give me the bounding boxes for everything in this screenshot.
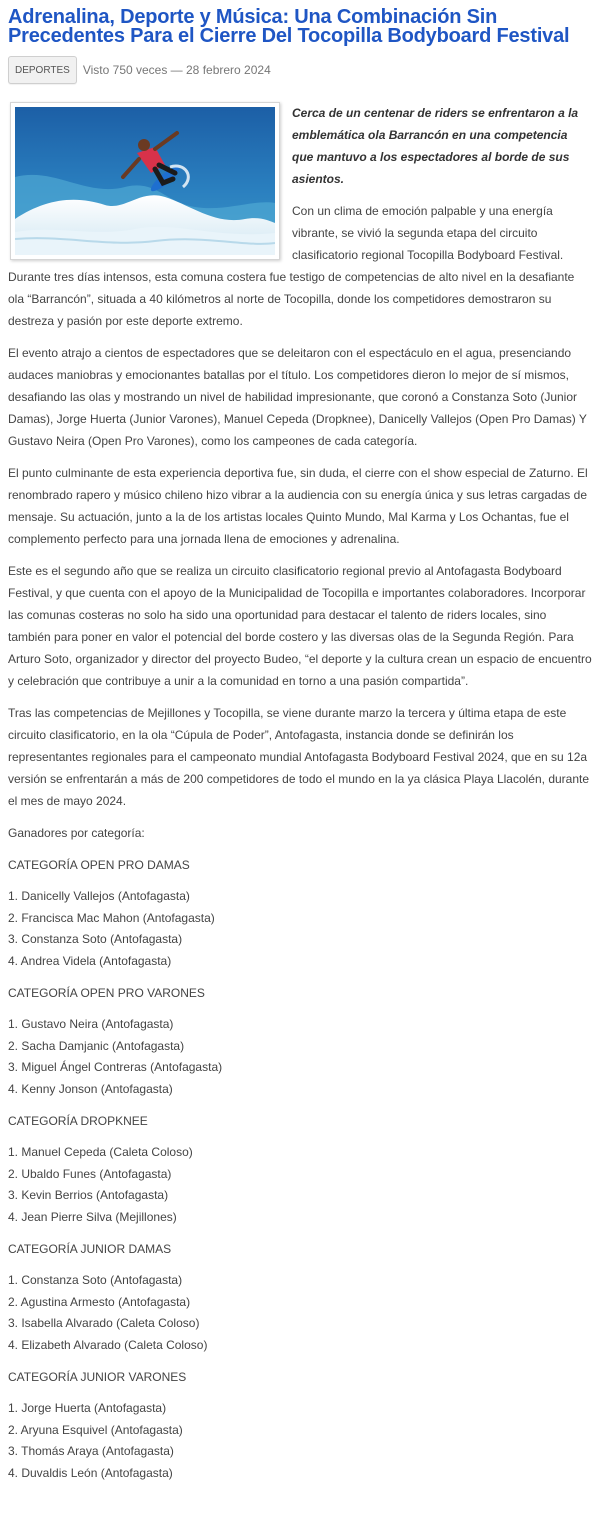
list-item: 2. Sacha Damjanic (Antofagasta) [8, 1038, 185, 1053]
article-lead: Cerca de un centenar de riders se enfrentaron a la emblemática ola Barrancón en una competencia que mantuvo a los espectadores al borde de sus asientos. [292, 106, 579, 186]
list-item: 4. Kenny Jonson (Antofagasta) [8, 1081, 173, 1096]
article-paragraph-3: El punto culminante de esta experiencia deportiva fue, sin duda, el cierre con el show especial de Zaturno. El renombrado rapero y músico chileno hizo vibrar a la audiencia con su energía única y sus letras cargadas de mensaje. Su actuación, junto a la de los artistas locales Quinto Mundo, Mal Karma y Los Ochantas, fue el complemento perfecto para una jornada llena de emociones y adrenalina. [8, 466, 588, 546]
winners-list [8, 1014, 592, 1100]
list-item: 3. Miguel Ángel Contreras (Antofagasta) [8, 1060, 223, 1074]
list-item: 3. Isabella Alvarado (Caleta Coloso) [8, 1316, 200, 1330]
winners-heading: Ganadores por categoría: [8, 826, 145, 840]
list-item: 3. Kevin Berrios (Antofagasta) [8, 1188, 169, 1202]
list-item: 2. Aryuna Esquivel (Antofagasta) [8, 1422, 183, 1437]
list-item: 4. Duvaldis León (Antofagasta) [8, 1465, 173, 1480]
category-tag[interactable]: DEPORTES [8, 56, 77, 84]
category-heading: CATEGORÍA OPEN PRO DAMAS [8, 858, 190, 872]
article-paragraph-1: Con un clima de emoción palpable y una energía vibrante, se vivió la segunda etapa del circuito clasificatorio regional Tocopilla Bodyboard Festival. Durante tres días intensos, esta comuna costera fue testigo de competencias de alto nivel en la desafiante ola “Barrancón”, situada a 40 kilómetros al norte de Tocopilla, donde los competidores demostraron su destreza y pasión por este deporte extremo. [8, 204, 575, 328]
category-heading: CATEGORÍA JUNIOR DAMAS [8, 1242, 172, 1256]
article-body [8, 102, 592, 1484]
winners-list [8, 886, 592, 972]
surfer-photo-icon [15, 107, 275, 255]
category-heading: CATEGORÍA DROPKNEE [8, 1114, 148, 1128]
view-count-date: Visto 750 veces — 28 febrero 2024 [82, 63, 271, 77]
list-item: 2. Francisca Mac Mahon (Antofagasta) [8, 910, 215, 925]
list-item: 1. Manuel Cepeda (Caleta Coloso) [8, 1145, 193, 1159]
article-title: Adrenalina, Deporte y Música: Una Combinación Sin Precedentes Para el Cierre Del Tocopilla Bodyboard Festival [8, 6, 570, 47]
article-image[interactable] [10, 102, 280, 260]
list-item: 4. Jean Pierre Silva (Mejillones) [8, 1209, 177, 1224]
list-item: 1. Danicelly Vallejos (Antofagasta) [8, 889, 190, 903]
list-item: 3. Constanza Soto (Antofagasta) [8, 932, 183, 946]
category-heading: CATEGORÍA JUNIOR VARONES [8, 1370, 187, 1384]
article-paragraph-2: El evento atrajo a cientos de espectadores que se deleitaron con el espectáculo en el agua, presenciando audaces maniobras y emocionantes batallas por el título. Los competidores dieron lo mejor de sí mismos, desafiando las olas y mostrando un nivel de habilidad impresionante, que coronó a Constanza Soto (Junior Damas), Jorge Huerta (Junior Varones), Manuel Cepeda (Dropknee), Danicelly Vallejos (Open Pro Damas) Y Gustavo Neira (Open Pro Varones), como los campeones de cada categoría. [8, 346, 587, 448]
list-item: 4. Elizabeth Alvarado (Caleta Coloso) [8, 1337, 208, 1352]
list-item: 2. Ubaldo Funes (Antofagasta) [8, 1166, 172, 1181]
list-item: 4. Andrea Videla (Antofagasta) [8, 953, 172, 968]
article-meta [8, 56, 592, 84]
list-item: 1. Gustavo Neira (Antofagasta) [8, 1017, 174, 1031]
list-item: 3. Thomás Araya (Antofagasta) [8, 1444, 174, 1458]
category-heading: CATEGORÍA OPEN PRO VARONES [8, 986, 205, 1000]
list-item: 2. Agustina Armesto (Antofagasta) [8, 1294, 191, 1309]
winners-list [8, 1142, 592, 1228]
article-paragraph-4: Este es el segundo año que se realiza un circuito clasificatorio regional previo al Antofagasta Bodyboard Festival, y que cuenta con el apoyo de la Municipalidad de Tocopilla e importantes colaboradores. Incorporar las comunas costeras no solo ha sido una oportunidad para destacar el talento de riders locales, sino también para poner en valor el potencial del borde costero y las diversas olas de la Segunda Región. Para Arturo Soto, organizador y director del proyecto Budeo, “el deporte y la cultura crean un espacio de encuentro y celebración que contribuye a unir a la comunidad en torno a una pasión compartida”. [8, 564, 592, 688]
list-item: 1. Jorge Huerta (Antofagasta) [8, 1401, 167, 1415]
winners-list [8, 1398, 592, 1484]
list-item: 1. Constanza Soto (Antofagasta) [8, 1273, 183, 1287]
article-paragraph-5: Tras las competencias de Mejillones y Tocopilla, se viene durante marzo la tercera y última etapa de este circuito clasificatorio, en la ola “Cúpula de Poder”, Antofagasta, instancia donde se definirán los representantes regionales para el campeonato mundial Antofagasta Bodyboard Festival 2024, que en su 12a versión se enfrentarán a más de 200 competidores de todo el mundo en la ya clásica Playa Llacolén, durante el mes de mayo 2024. [8, 706, 590, 808]
winners-list [8, 1270, 592, 1356]
